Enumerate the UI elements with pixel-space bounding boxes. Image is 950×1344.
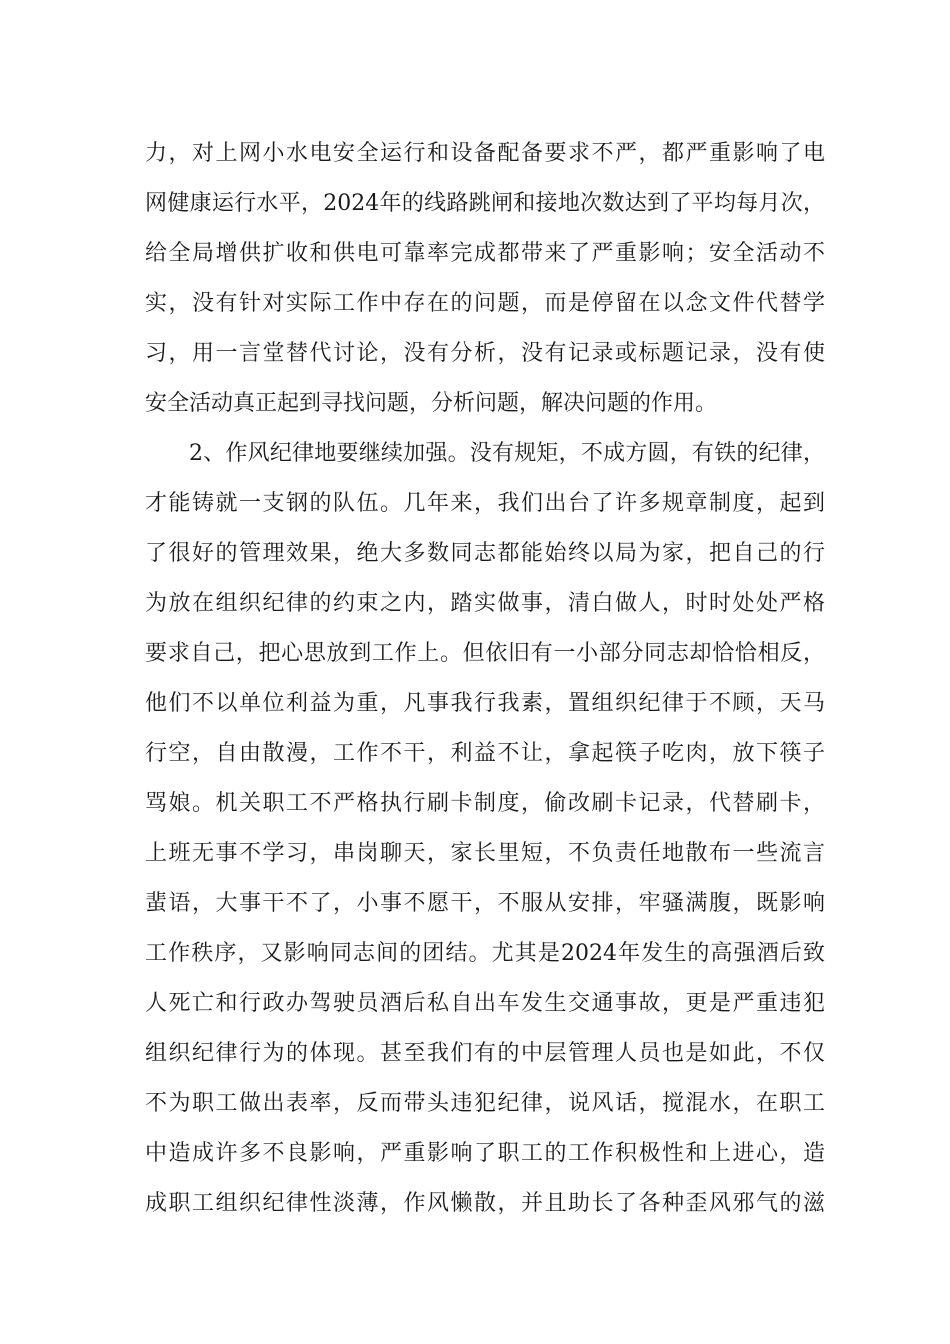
body-text xyxy=(145,129,825,1229)
paragraph-2-line-3: 了很好的管理效果，绝大多数同志都能始终以局为家，把自己的行 xyxy=(145,541,825,566)
paragraph-2-line-4: 为放在组织纪律的约束之内，踏实做事，清白做人，时时处处严格 xyxy=(145,591,825,616)
paragraph-2-line-7: 行空，自由散漫，工作不干，利益不让，拿起筷子吃肉，放下筷子 xyxy=(145,741,825,766)
paragraph-2-line-10: 蜚语，大事干不了，小事不愿干，不服从安排，牢骚满腹，既影响 xyxy=(145,891,825,916)
paragraph-2-line-5: 要求自己，把心思放到工作上。但依旧有一小部分同志却恰恰相反， xyxy=(145,641,825,666)
paragraph-1-line-1: 力，对上网小水电安全运行和设备配备要求不严，都严重影响了电 xyxy=(145,141,825,166)
paragraph-2-line-16: 成职工组织纪律性淡薄，作风懒散，并且助长了各种歪风邪气的滋 xyxy=(145,1191,825,1216)
paragraph-1-line-6: 安全活动真正起到寻找问题，分析问题，解决问题的作用。 xyxy=(145,391,718,416)
paragraph-2-line-9: 上班无事不学习，串岗聊天，家长里短，不负责任地散布一些流言 xyxy=(145,841,825,866)
paragraph-2-line-15: 中造成许多不良影响，严重影响了职工的工作积极性和上进心，造 xyxy=(145,1141,825,1166)
paragraph-1-line-3: 给全局增供扩收和供电可靠率完成都带来了严重影响；安全活动不 xyxy=(145,241,825,266)
paragraph-2-line-14: 不为职工做出表率，反而带头违犯纪律，说风话，搅混水，在职工 xyxy=(145,1091,825,1116)
paragraph-2-line-8: 骂娘。机关职工不严格执行刷卡制度，偷改刷卡记录，代替刷卡， xyxy=(145,791,825,816)
paragraph-1-line-2: 网健康运行水平，2024年的线路跳闸和接地次数达到了平均每月次， xyxy=(145,191,825,216)
paragraph-1-line-4: 实，没有针对实际工作中存在的问题，而是停留在以念文件代替学 xyxy=(145,291,825,316)
paragraph-2-line-12: 人死亡和行政办驾驶员酒后私自出车发生交通事故，更是严重违犯 xyxy=(145,991,825,1016)
paragraph-2-line-6: 他们不以单位利益为重，凡事我行我素，置组织纪律于不顾，天马 xyxy=(145,691,825,716)
paragraph-2-line-1: 2、作风纪律地要继续加强。没有规矩，不成方圆，有铁的纪律， xyxy=(189,441,825,466)
paragraph-2-line-11: 工作秩序，又影响同志间的团结。尤其是2024年发生的高强酒后致 xyxy=(145,941,825,966)
paragraph-1-line-5: 习，用一言堂替代讨论，没有分析，没有记录或标题记录，没有使 xyxy=(145,341,825,366)
paragraph-2-line-13: 组织纪律行为的体现。甚至我们有的中层管理人员也是如此，不仅 xyxy=(145,1041,825,1066)
paragraph-2-line-2: 才能铸就一支钢的队伍。几年来，我们出台了许多规章制度，起到 xyxy=(145,491,825,516)
